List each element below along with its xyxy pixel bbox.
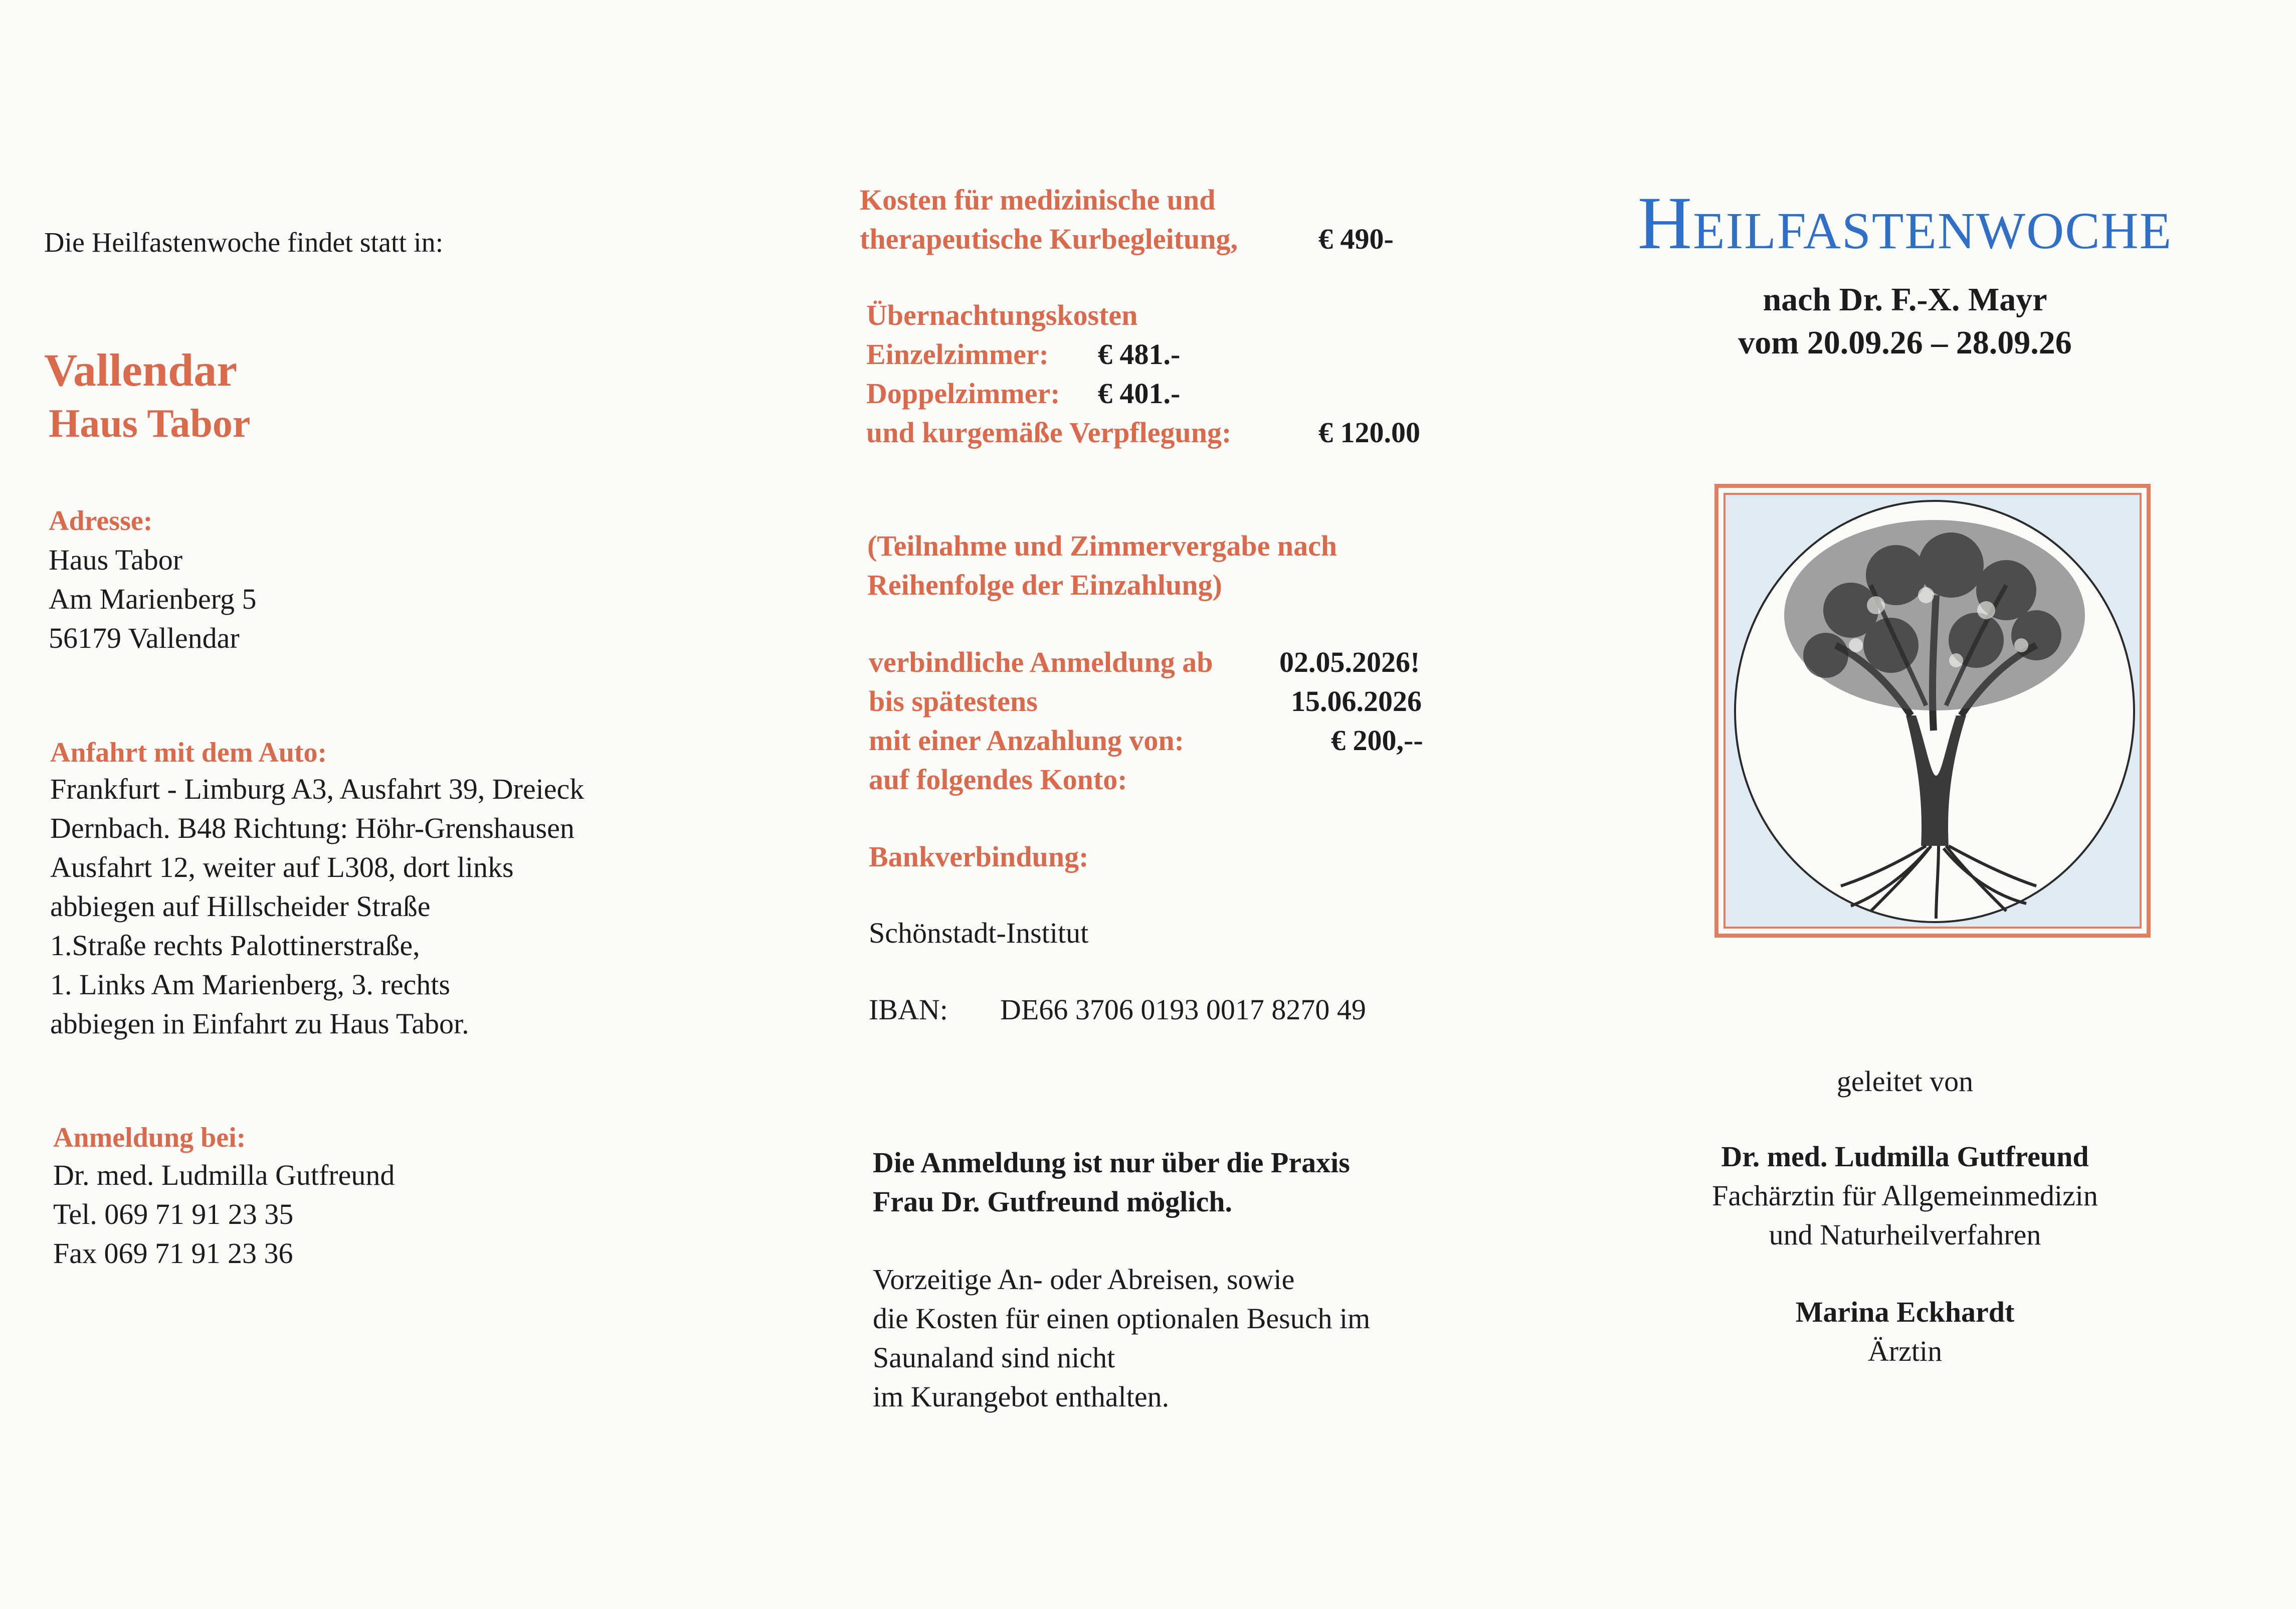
directions-heading: Anfahrt mit dem Auto: — [50, 737, 327, 768]
doctor1-name: Dr. med. Ludmilla Gutfreund — [1721, 1140, 2089, 1173]
binding-registration-date: 02.05.2026! — [1279, 646, 1420, 678]
doctor2-title: Ärztin — [1867, 1335, 1943, 1367]
extra-costs-line: Saunaland sind nicht — [873, 1341, 1115, 1374]
deadline-label: bis spätestens — [869, 685, 1038, 718]
directions-line: abbiegen in Einfahrt zu Haus Tabor. — [50, 1007, 469, 1040]
title-initial: H — [1637, 182, 1693, 265]
registration-heading: Anmeldung bei: — [53, 1122, 246, 1153]
doctor2-name: Marina Eckhardt — [1795, 1296, 2015, 1328]
participation-line1: (Teilnahme und Zimmervergabe nach — [867, 529, 1337, 562]
deadline-date: 15.06.2026 — [1291, 685, 1422, 718]
costs-amount: € 490- — [1318, 223, 1394, 255]
deposit-amount: € 200,-- — [1331, 724, 1423, 757]
costs-line1: Kosten für medizinische und — [860, 184, 1216, 216]
address-heading: Adresse: — [49, 505, 153, 537]
double-room-amount: € 401.- — [1098, 377, 1181, 410]
participation-line2: Reihenfolge der Einzahlung) — [867, 569, 1222, 601]
registration-note-line2: Frau Dr. Gutfreund möglich. — [873, 1185, 1232, 1218]
tree-illustration-icon — [1726, 495, 2144, 931]
binding-registration-label: verbindliche Anmeldung ab — [869, 646, 1213, 678]
led-by: geleitet von — [1836, 1065, 1974, 1098]
registration-note-line1: Die Anmeldung ist nur über die Praxis — [873, 1146, 1350, 1179]
directions-line: 1.Straße rechts Palottinerstraße, — [50, 929, 420, 962]
directions-line: Dernbach. B48 Richtung: Höhr-Grenshausen — [50, 812, 575, 844]
single-room-amount: € 481.- — [1098, 338, 1181, 371]
subtitle-line1: nach Dr. F.-X. Mayr — [1763, 281, 2047, 318]
costs-line2: therapeutische Kurbegleitung, — [860, 223, 1238, 255]
doctor1-specialty-2: und Naturheilverfahren — [1769, 1218, 2041, 1251]
tree-illustration-frame — [1714, 484, 2151, 938]
iban-value: DE66 3706 0193 0017 8270 49 — [1000, 993, 1366, 1026]
directions-line: abbiegen auf Hillscheider Straße — [50, 890, 431, 923]
extra-costs-line: Vorzeitige An- oder Abreisen, sowie — [873, 1263, 1295, 1296]
venue-name: Haus Tabor — [49, 402, 251, 446]
brochure-title — [1637, 182, 2173, 265]
extra-costs-line: im Kurangebot enthalten. — [873, 1380, 1170, 1413]
double-room-label: Doppelzimmer: — [866, 377, 1060, 410]
title-wrap — [1579, 182, 2231, 265]
directions-block — [50, 770, 584, 1043]
deposit-label: mit einer Anzahlung von: — [869, 724, 1184, 757]
address-line: Haus Tabor — [49, 544, 183, 576]
registration-block — [53, 1156, 395, 1273]
title-rest: EILFASTENWOCHE — [1693, 202, 2173, 260]
directions-line: Ausfahrt 12, weiter auf L308, dort links — [50, 851, 514, 883]
directions-line: 1. Links Am Marienberg, 3. rechts — [50, 968, 450, 1001]
bank-name: Schönstadt-Institut — [869, 917, 1089, 949]
directions-line: Frankfurt - Limburg A3, Ausfahrt 39, Dreieck — [50, 773, 585, 805]
bank-heading: Bankverbindung: — [869, 840, 1089, 873]
registration-line: Dr. med. Ludmilla Gutfreund — [53, 1159, 395, 1191]
extra-costs-note — [873, 1260, 1370, 1416]
address-line: Am Marienberg 5 — [49, 583, 257, 615]
account-label: auf folgendes Konto: — [869, 763, 1127, 796]
extra-costs-line: die Kosten für einen optionalen Besuch im — [873, 1302, 1371, 1335]
meals-label: und kurgemäße Verpflegung: — [866, 416, 1232, 449]
place-name: Vallendar — [44, 344, 238, 396]
single-room-label: Einzelzimmer: — [866, 338, 1049, 371]
doctor1-specialty: Fachärztin für Allgemeinmedizin — [1712, 1179, 2098, 1212]
intro-text: Die Heilfastenwoche findet statt in: — [44, 227, 444, 258]
subtitle-dates: vom 20.09.26 – 28.09.26 — [1738, 324, 2072, 361]
address-line: 56179 Vallendar — [49, 622, 240, 654]
registration-line: Tel. 069 71 91 23 35 — [53, 1198, 294, 1230]
meals-amount: € 120.00 — [1318, 416, 1420, 449]
iban-label: IBAN: — [869, 993, 948, 1026]
address-block — [49, 541, 257, 658]
registration-line: Fax 069 71 91 23 36 — [53, 1237, 293, 1270]
overnight-heading: Übernachtungskosten — [866, 299, 1138, 331]
